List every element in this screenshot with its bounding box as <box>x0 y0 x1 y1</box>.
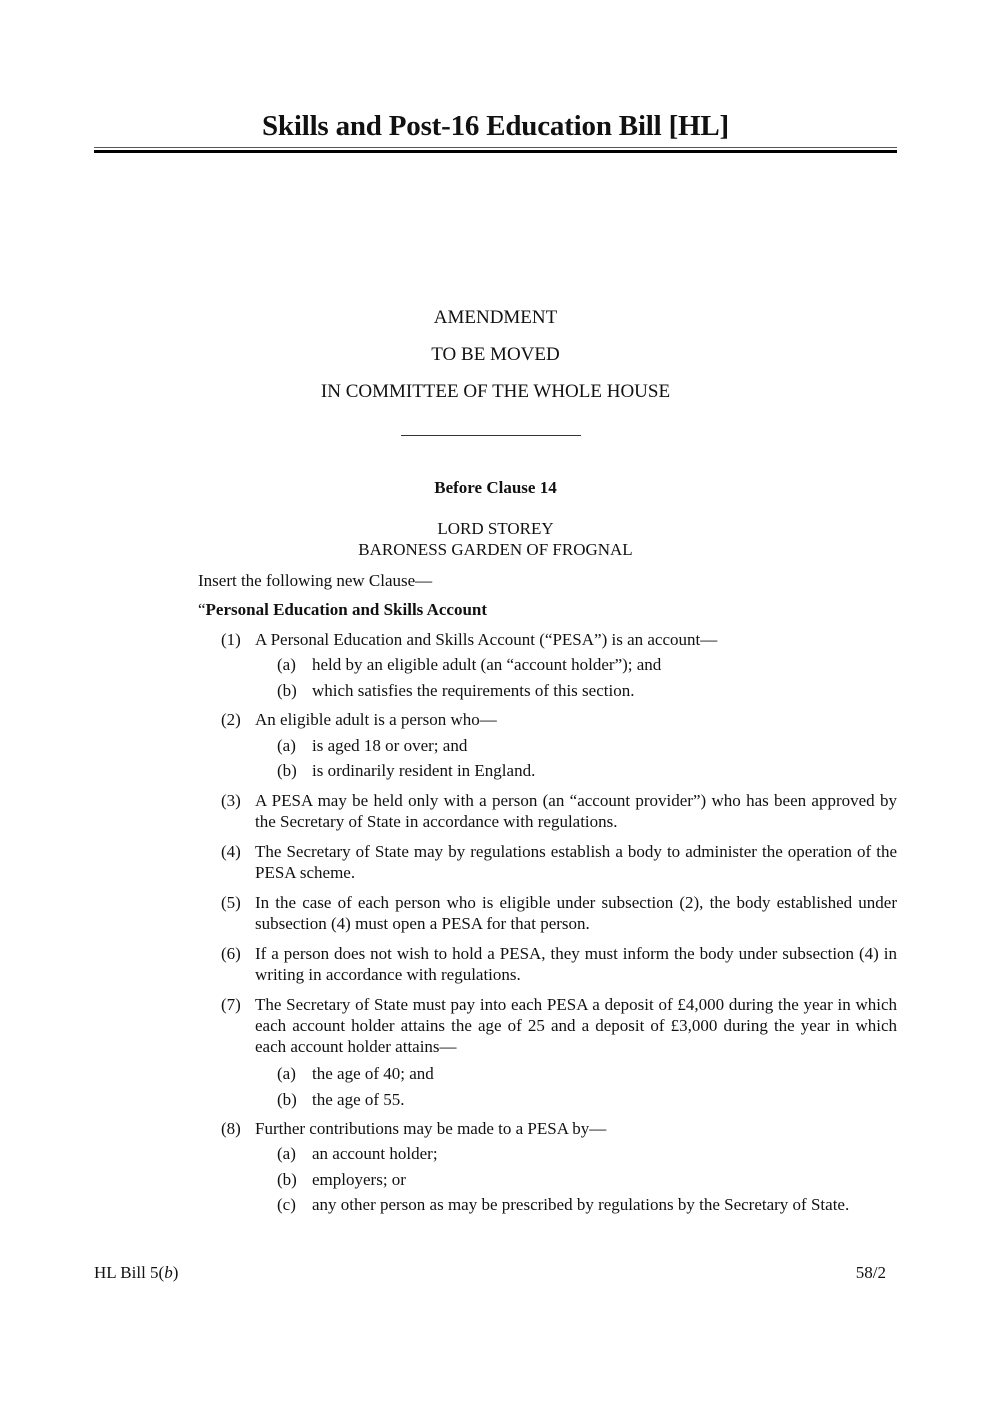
subsection-2-item-b <box>198 760 897 781</box>
subsection-number: (6) <box>221 944 241 963</box>
subsection-6 <box>198 943 897 985</box>
subsection-7-item-b <box>198 1089 897 1110</box>
bill-ref-letter: b <box>164 1263 173 1282</box>
subsection-8-item-b <box>198 1169 897 1190</box>
section-divider <box>401 435 581 436</box>
item-text: the age of 40; and <box>312 1064 434 1083</box>
item-number: (b) <box>277 1090 297 1109</box>
item-text: the age of 55. <box>312 1090 405 1109</box>
item-text: held by an eligible adult (an “account holder”); and <box>312 655 662 674</box>
item-number: (b) <box>277 761 297 780</box>
header-committee: IN COMMITTEE OF THE WHOLE HOUSE <box>320 381 671 402</box>
subsection-number: (3) <box>221 791 241 810</box>
subsection-text: A PESA may be held only with a person (an “account provider”) who has been approved by the Secretary of State in accordance with regulations. <box>255 791 897 831</box>
sponsor-2: BARONESS GARDEN OF FROGNAL <box>358 540 633 559</box>
subsection-text: In the case of each person who is eligible under subsection (2), the body established under subsection (4) must open a PESA for that person. <box>255 893 897 933</box>
subsection-number: (1) <box>221 630 241 649</box>
subsection-number: (4) <box>221 842 241 861</box>
clause-heading <box>198 599 897 620</box>
bill-reference <box>94 1263 178 1283</box>
subsection-7-item-a <box>198 1063 897 1084</box>
item-number: (b) <box>277 1170 297 1189</box>
header-to-be-moved: TO BE MOVED <box>431 344 560 365</box>
item-number: (a) <box>277 1144 296 1163</box>
instruction: Insert the following new Clause— <box>198 571 433 590</box>
subsection-8-item-c <box>198 1194 897 1215</box>
sponsor-1: LORD STOREY <box>437 519 554 538</box>
title-double-rule <box>94 147 897 154</box>
subsection-8 <box>198 1118 897 1139</box>
item-number: (a) <box>277 655 296 674</box>
subsection-2 <box>198 709 897 730</box>
clause-title: Personal Education and Skills Account <box>205 600 488 619</box>
subsection-text: The Secretary of State must pay into each PESA a deposit of £4,000 during the year in which each account holder attains the age of 25 and a deposit of £3,000 during the year in which each account holder attains— <box>255 995 897 1056</box>
subsection-1-item-a <box>198 654 897 675</box>
subsection-number: (7) <box>221 995 241 1014</box>
page-reference: 58/2 <box>855 1263 886 1282</box>
subsection-8-item-a <box>198 1143 897 1164</box>
subsection-1-item-b <box>198 680 897 701</box>
subsection-text: Further contributions may be made to a PESA by— <box>255 1119 607 1138</box>
subsection-1 <box>198 629 897 650</box>
page-title: Skills and Post-16 Education Bill [HL] <box>262 110 729 142</box>
item-number: (b) <box>277 681 297 700</box>
bill-ref-suffix: ) <box>172 1263 179 1282</box>
header-amendment: AMENDMENT <box>433 307 558 328</box>
amendment-position: Before Clause 14 <box>434 478 557 497</box>
subsection-3 <box>198 790 897 832</box>
subsection-4 <box>198 841 897 883</box>
bill-ref-prefix: HL Bill 5( <box>94 1263 165 1282</box>
item-text: employers; or <box>312 1170 406 1189</box>
subsection-number: (2) <box>221 710 241 729</box>
subsection-number: (8) <box>221 1119 241 1138</box>
item-text: is aged 18 or over; and <box>312 736 468 755</box>
subsection-text: A Personal Education and Skills Account (“PESA”) is an account— <box>255 630 718 649</box>
subsection-5 <box>198 892 897 934</box>
item-text: which satisfies the requirements of this section. <box>312 681 635 700</box>
item-text: an account holder; <box>312 1144 438 1163</box>
title-rule-thick <box>94 150 897 153</box>
subsection-text: If a person does not wish to hold a PESA, they must inform the body under subsection (4) in writing in accordance with regulations. <box>255 944 897 984</box>
subsection-text: An eligible adult is a person who— <box>255 710 497 729</box>
subsection-2-item-a <box>198 735 897 756</box>
item-number: (a) <box>277 1064 296 1083</box>
title-rule-thin <box>94 147 897 148</box>
item-number: (a) <box>277 736 296 755</box>
item-number: (c) <box>277 1195 296 1214</box>
subsection-number: (5) <box>221 893 241 912</box>
clause-open-quote: “ <box>198 600 206 619</box>
item-text: is ordinarily resident in England. <box>312 761 536 780</box>
subsection-text: The Secretary of State may by regulations establish a body to administer the operation of the PESA scheme. <box>255 842 897 882</box>
item-text: any other person as may be prescribed by regulations by the Secretary of State. <box>312 1195 850 1214</box>
subsection-7 <box>198 994 897 1057</box>
